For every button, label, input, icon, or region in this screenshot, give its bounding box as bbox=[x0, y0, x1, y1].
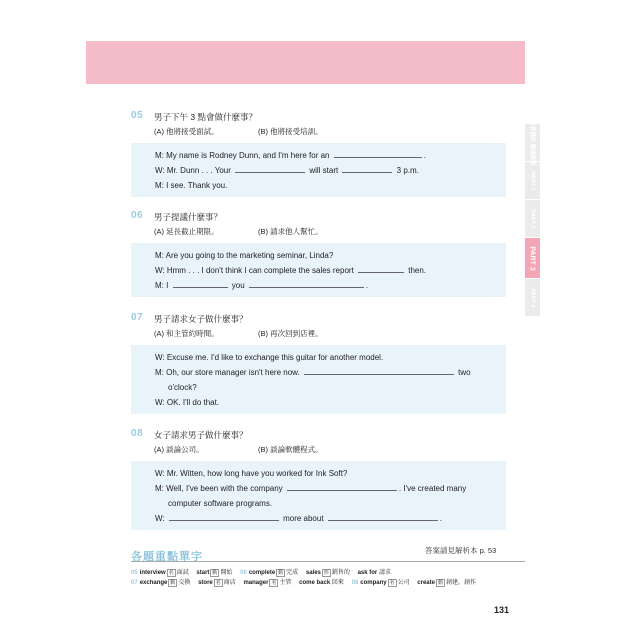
dialogue-line: M: Well, I've been with the company . I've created many bbox=[155, 484, 467, 493]
dialogue-line: W: OK. I'll do that. bbox=[155, 398, 220, 407]
option-a: (A) 延長截止期限。 bbox=[154, 227, 219, 236]
option-b: (B) 請求他人幫忙。 bbox=[258, 227, 323, 236]
dialogue-line: W: Hmm . . . I don't think I can complete the sales report then. bbox=[155, 266, 427, 275]
question-number: 05 bbox=[131, 110, 144, 121]
dialogue-box bbox=[131, 461, 506, 530]
option-b: (B) 他將接受培訓。 bbox=[258, 127, 323, 136]
question-text: 男子提議什麼事？ bbox=[154, 212, 223, 222]
option-a: (A) 談論公司。 bbox=[154, 445, 204, 454]
blank[interactable] bbox=[249, 279, 364, 288]
option-b: (B) 談論軟體程式。 bbox=[258, 445, 323, 454]
dialogue-line: M: My name is Rodney Dunn, and I'm here for an . bbox=[155, 151, 426, 160]
dialogue-line: W: more about . bbox=[155, 514, 443, 523]
question-text: 男子下午 3 點會做什麼事？ bbox=[154, 112, 257, 122]
tab-mock-test[interactable]: 全真模試 聽讀挑戰 bbox=[525, 124, 540, 161]
blank[interactable] bbox=[334, 149, 422, 158]
vocab-item: start 動 開始 bbox=[196, 570, 233, 576]
option-a: (A) 和主管約時間。 bbox=[154, 329, 219, 338]
tab-part-4[interactable]: PART 4 bbox=[525, 279, 540, 316]
question-block bbox=[131, 110, 506, 197]
vocab-item: 05 interview 名 面試 bbox=[131, 570, 189, 576]
vocab-item: 07 exchange 動 交換 bbox=[131, 580, 191, 586]
question-number: 08 bbox=[131, 428, 144, 439]
question-block bbox=[131, 312, 506, 414]
blank[interactable] bbox=[173, 279, 228, 288]
blank[interactable] bbox=[169, 512, 279, 521]
dialogue-line: M: Are you going to the marketing seminar, Linda? bbox=[155, 251, 334, 260]
tab-part-2[interactable]: PART 2 bbox=[525, 200, 540, 237]
dialogue-line: o'clock? bbox=[168, 383, 197, 392]
dialogue-box bbox=[131, 243, 506, 297]
vocab-item: create 動 創建，創作 bbox=[417, 580, 477, 586]
question-number: 07 bbox=[131, 312, 144, 323]
vocab-item: come back 回來 bbox=[299, 580, 344, 586]
tab-part-1[interactable]: PART 1 bbox=[525, 162, 540, 199]
question-number: 06 bbox=[131, 210, 144, 221]
dialogue-line: M: I see. Thank you. bbox=[155, 181, 228, 190]
question-text: 男子請求女子做什麼事？ bbox=[154, 314, 248, 324]
blank[interactable] bbox=[304, 366, 454, 375]
answer-reference: 答案請見解析本 p. 53 bbox=[425, 546, 497, 555]
vocab-row bbox=[131, 577, 482, 587]
dialogue-line: M: I you . bbox=[155, 281, 369, 290]
dialogue-box bbox=[131, 143, 506, 197]
blank[interactable] bbox=[287, 482, 397, 491]
blank[interactable] bbox=[328, 512, 438, 521]
question-text: 女子請求男子做什麼事？ bbox=[154, 430, 248, 440]
dialogue-line: M: Oh, our store manager isn't here now. two bbox=[155, 368, 471, 377]
vocab-row bbox=[131, 567, 397, 577]
vocab-item: manager 名 主管 bbox=[243, 580, 292, 586]
dialogue-line: W: Mr. Dunn . . . Your will start 3 p.m. bbox=[155, 166, 419, 175]
question-block bbox=[131, 210, 506, 297]
vocab-item: 06 complete 動 完成 bbox=[240, 570, 299, 576]
vocab-item: ask for 請求 bbox=[357, 570, 391, 576]
dialogue-box bbox=[131, 345, 506, 414]
vocab-item: sales 形 銷售的 bbox=[305, 570, 350, 576]
vocab-item: 08 company 名 公司 bbox=[351, 580, 410, 586]
dialogue-line: computer software programs. bbox=[168, 499, 273, 508]
tab-part-3[interactable]: PART 3 bbox=[525, 238, 540, 278]
option-b: (B) 再次回到店裡。 bbox=[258, 329, 323, 338]
side-tabs bbox=[525, 119, 540, 317]
option-a: (A) 他將接受面試。 bbox=[154, 127, 219, 136]
blank[interactable] bbox=[342, 164, 392, 173]
vocab-title: 各題重點單字 bbox=[131, 551, 203, 563]
dialogue-line: W: Mr. Witten, how long have you worked for Ink Soft? bbox=[155, 469, 348, 478]
vocab-item: store 名 商店 bbox=[198, 580, 236, 586]
page-number: 131 bbox=[494, 605, 510, 615]
divider bbox=[131, 561, 525, 562]
question-block bbox=[131, 428, 506, 530]
blank[interactable] bbox=[235, 164, 305, 173]
dialogue-line: W: Excuse me. I'd like to exchange this guitar for another model. bbox=[155, 353, 384, 362]
blank[interactable] bbox=[358, 264, 404, 273]
header-banner bbox=[86, 41, 525, 84]
